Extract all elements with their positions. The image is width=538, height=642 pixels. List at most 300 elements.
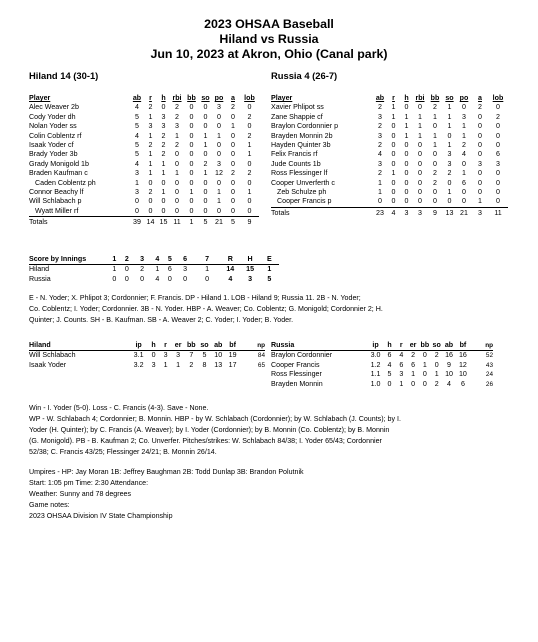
player-name: Colin Coblentz rf xyxy=(29,131,82,140)
pitching-notes-line: WP - W. Schlabach 4; Cordonnier; B. Monnin. HBP - by W. Schlabach (Cordonnier); by W. Schlabach (J. Counts); by I. xyxy=(29,415,401,423)
pitching-team-label: Hiland xyxy=(29,341,130,351)
inning-score: 0 xyxy=(183,274,188,283)
stat-cell: 0 xyxy=(144,207,157,217)
stat-cell: 6 xyxy=(496,150,500,159)
stat-cell: 2 xyxy=(175,112,179,121)
inning-number: 3 xyxy=(133,255,151,265)
inning-score: 1 xyxy=(267,265,272,274)
stat-cell: 0 xyxy=(404,103,409,112)
stat-cell: 2 xyxy=(161,141,166,150)
inning-score: 3 xyxy=(248,274,253,283)
hiland-batter-row xyxy=(29,169,259,178)
stat-cell: 52 xyxy=(485,352,493,360)
stat-cell: 5 xyxy=(135,150,139,159)
stat-cell: 0 xyxy=(161,178,166,187)
stat-cell: 0 xyxy=(418,159,422,168)
stat-cell: 0 xyxy=(175,178,179,187)
russia-batter-row xyxy=(271,169,508,178)
inning-score: 15 xyxy=(246,265,255,274)
stat-cell: 0 xyxy=(189,141,194,150)
hiland-batter-row xyxy=(29,188,259,197)
stat-cell: 1 xyxy=(148,169,153,178)
hiland-batter-row xyxy=(29,197,259,206)
innings-heading: Score by Innings xyxy=(29,255,108,265)
stat-cell: 3 xyxy=(175,122,179,131)
stat-cell: 0 xyxy=(447,178,452,187)
stat-cell: 17 xyxy=(228,360,237,369)
stat-cell: 0 xyxy=(203,197,208,206)
stat-cell: 0 xyxy=(240,207,259,217)
stat-cell: 3 xyxy=(462,112,466,121)
batting-notes-line: Co. Coblentz; I. Yoder; Cordonnier. 3B - N. Yoder. HBP - A. Weaver; Co. Coblentz; G. Monigold; Cordonnier 2; H. xyxy=(29,305,383,313)
column-header: np xyxy=(470,341,493,351)
stat-cell: 0 xyxy=(189,178,194,187)
totals-label: Totals xyxy=(29,218,48,227)
stat-cell: 0 xyxy=(496,169,500,178)
player-name: Nolan Yoder ss xyxy=(29,122,77,131)
inning-score: 4 xyxy=(155,274,160,283)
stat-cell: 0 xyxy=(391,159,396,168)
stat-cell: 1 xyxy=(378,178,382,187)
total-cell: 21 xyxy=(215,218,223,227)
stat-cell: 65 xyxy=(257,361,265,369)
stat-cell: 2 xyxy=(175,141,179,150)
stat-cell: 1 xyxy=(161,169,166,178)
player-name: Alec Weaver 2b xyxy=(29,103,79,112)
stat-cell: 0 xyxy=(418,141,422,150)
batting-header-row xyxy=(29,94,259,103)
stat-cell: 0 xyxy=(411,379,416,388)
stat-cell: 0 xyxy=(175,188,179,197)
stat-cell: 0 xyxy=(157,207,170,217)
stat-cell: 0 xyxy=(247,178,252,187)
stat-cell: 3.0 xyxy=(370,351,381,360)
player-name: Connor Beachy lf xyxy=(29,188,84,197)
stat-cell: 0 xyxy=(161,197,166,206)
stat-cell: 0 xyxy=(433,150,437,159)
inning-number: R xyxy=(220,255,240,265)
stat-cell: 1 xyxy=(447,112,452,121)
stat-cell: 0 xyxy=(231,188,235,197)
stat-cell: 6 xyxy=(399,360,404,369)
total-cell: 9 xyxy=(433,208,437,217)
stat-cell: 1 xyxy=(163,360,168,369)
stat-cell: 0 xyxy=(391,122,396,131)
stat-cell: 1 xyxy=(175,131,179,140)
total-cell: 3 xyxy=(418,208,422,217)
stat-cell: 2 xyxy=(148,141,153,150)
innings-team-name: Hiland xyxy=(29,265,50,274)
stat-cell: 12 xyxy=(215,169,223,178)
total-cell: 15 xyxy=(159,218,168,227)
stat-cell: 0 xyxy=(231,141,235,150)
stat-cell: 0 xyxy=(247,122,252,131)
russia-batter-row xyxy=(271,188,508,197)
column-header: er xyxy=(407,341,419,351)
stat-cell: 0 xyxy=(496,188,500,197)
stat-cell: 0 xyxy=(478,178,482,187)
start-time-line: Start: 1:05 pm Time: 2:30 Attendance: xyxy=(29,479,149,487)
stat-cell: 6 xyxy=(462,178,466,187)
innings-team-row xyxy=(29,275,279,284)
totals-label: Totals xyxy=(271,208,290,217)
stat-cell: 2 xyxy=(496,112,500,121)
player-name: Zane Shappie cf xyxy=(271,112,323,121)
stat-cell: 8 xyxy=(202,360,207,369)
hiland-batter-row xyxy=(29,122,259,131)
inning-score: 0 xyxy=(112,274,117,283)
stat-cell: 1 xyxy=(378,188,382,197)
stat-cell: 4 xyxy=(387,360,392,369)
stat-cell: 0 xyxy=(404,169,409,178)
stat-cell: 0 xyxy=(427,197,443,207)
stat-cell: 9 xyxy=(447,360,451,369)
stat-cell: 13 xyxy=(214,360,223,369)
stat-cell: 2 xyxy=(447,169,452,178)
column-header: bb xyxy=(185,341,198,351)
pitching-notes-line: 52/38; C. Francis 43/25; Flessinger 24/21; B. Monnin 26/14. xyxy=(29,448,217,456)
hiland-pitching-header-row xyxy=(29,341,265,351)
stat-cell: 0 xyxy=(404,188,409,197)
title-line-3: Jun 10, 2023 at Akron, Ohio (Canal park) xyxy=(150,47,388,61)
stat-cell: 3 xyxy=(151,360,156,369)
stat-cell: 0 xyxy=(496,122,500,131)
column-header: so xyxy=(432,341,441,349)
total-cell: 11 xyxy=(494,208,502,217)
stat-cell: 2 xyxy=(433,169,437,178)
hiland-batter-row xyxy=(29,160,259,169)
stat-cell: 1 xyxy=(247,141,252,150)
total-cell: 11 xyxy=(173,218,181,227)
russia-batter-row xyxy=(271,141,508,150)
stat-cell: 0 xyxy=(418,178,422,187)
stat-cell: 0 xyxy=(478,112,482,121)
column-header: so xyxy=(198,341,211,351)
stat-cell: 0 xyxy=(387,197,400,207)
russia-batting-table xyxy=(271,94,508,218)
stat-cell: 0 xyxy=(130,207,144,217)
stat-cell: 0 xyxy=(456,197,472,207)
stat-cell: 1 xyxy=(433,141,437,150)
game-notes-text: 2023 OHSAA Division IV State Championship xyxy=(29,512,173,520)
stat-cell: 0 xyxy=(189,122,194,131)
stat-cell: 1 xyxy=(148,131,153,140)
stat-cell: 1.2 xyxy=(370,360,381,369)
player-name: Wyatt Miller rf xyxy=(29,207,130,217)
batting-notes-line: E - N. Yoder; X. Phlipot 3; Cordonnier; F. Francis. DP - Hiland 1. LOB - Hiland 9; Russia 11. 2B - N. Yoder; xyxy=(29,294,361,302)
stat-cell: 0 xyxy=(462,159,466,168)
inning-score: 1 xyxy=(205,265,210,274)
stat-cell: 1 xyxy=(447,103,452,112)
stat-cell: 0 xyxy=(478,141,482,150)
stat-cell: 2 xyxy=(247,169,252,178)
stat-cell: 2 xyxy=(231,169,235,178)
stat-cell: 3 xyxy=(378,131,382,140)
innings-team-name: Russia xyxy=(29,274,51,283)
player-name: Will Schlabach p xyxy=(29,197,82,206)
score-by-innings-table xyxy=(29,255,279,284)
stat-cell: 0 xyxy=(203,150,208,159)
stat-cell: 10 xyxy=(214,351,223,360)
player-name: Cooper Francis p xyxy=(271,197,373,207)
stat-cell: 3 xyxy=(447,150,452,159)
stat-cell: 0 xyxy=(247,159,252,168)
stat-cell: 1 xyxy=(418,112,422,121)
column-header: np xyxy=(240,341,265,351)
batting-notes xyxy=(29,293,515,326)
inning-number: 1 xyxy=(108,255,120,265)
stat-cell: 1 xyxy=(391,169,396,178)
stat-cell: 0 xyxy=(217,150,221,159)
stat-cell: 2 xyxy=(434,351,439,360)
stat-cell: 0 xyxy=(203,112,208,121)
player-name: Brayden Monnin 2b xyxy=(271,131,333,140)
stat-cell: 1 xyxy=(391,103,396,112)
column-header: ip xyxy=(130,341,148,351)
pitcher-name: Will Schlabach xyxy=(29,351,76,360)
russia-totals-row xyxy=(271,207,508,218)
hiland-pitcher-row xyxy=(29,361,265,370)
stat-cell: 1 xyxy=(189,188,194,197)
total-cell: 13 xyxy=(445,208,454,217)
stat-cell: 10 xyxy=(445,370,453,379)
stat-cell: 3 xyxy=(496,159,500,168)
stat-cell: 0 xyxy=(231,112,235,121)
russia-batter-row xyxy=(271,103,508,112)
player-name: Brady Yoder 3b xyxy=(29,150,78,159)
stat-cell: 26 xyxy=(485,380,493,388)
stat-cell: 1 xyxy=(217,188,221,197)
russia-pitcher-row xyxy=(271,370,493,379)
russia-batter-row xyxy=(271,122,508,131)
inning-score: 0 xyxy=(140,274,145,283)
stat-cell: 1 xyxy=(148,159,153,168)
stat-cell: 1 xyxy=(411,370,416,379)
stat-cell: 1 xyxy=(434,370,439,379)
stat-cell: 1 xyxy=(472,197,488,207)
column-header: h xyxy=(384,341,396,351)
stat-cell: 0 xyxy=(148,178,153,187)
stat-cell: 4 xyxy=(378,150,382,159)
stat-cell: 0 xyxy=(212,207,226,217)
column-header: r xyxy=(392,94,395,102)
stat-cell: 5 xyxy=(135,141,139,150)
stat-cell: 3 xyxy=(135,169,139,178)
weather-line: Weather: Sunny and 78 degrees xyxy=(29,490,132,498)
hiland-batter-row xyxy=(29,207,259,217)
stat-cell: 1.0 xyxy=(370,379,381,388)
stat-cell: 2 xyxy=(378,103,382,112)
total-cell: 3 xyxy=(404,208,409,217)
stat-cell: 3 xyxy=(447,159,452,168)
column-header: Player xyxy=(271,94,293,102)
stat-cell: 0 xyxy=(404,141,409,150)
player-name: Isaak Yoder cf xyxy=(29,141,74,150)
stat-cell: 0 xyxy=(203,188,208,197)
stat-cell: 0 xyxy=(189,159,194,168)
stat-cell: 0 xyxy=(231,150,235,159)
stat-cell: 4 xyxy=(399,351,404,360)
stat-cell: 84 xyxy=(257,352,265,360)
inning-number: E xyxy=(260,255,279,265)
hiland-batter-row xyxy=(29,103,259,112)
inning-number: 2 xyxy=(121,255,133,265)
player-name: Hayden Quinter 3b xyxy=(271,141,331,150)
stat-cell: 4 xyxy=(462,150,466,159)
umpires-line: Umpires - HP: Jay Moran 1B: Jeffrey Baughman 2B: Todd Dunlap 3B: Brandon Polutnik xyxy=(29,468,304,476)
stat-cell: 1 xyxy=(447,122,452,131)
inning-number: 4 xyxy=(151,255,163,265)
stat-cell: 0 xyxy=(404,178,409,187)
stat-cell: 3 xyxy=(378,112,382,121)
russia-pitcher-row xyxy=(271,361,493,370)
column-header: rbi xyxy=(415,94,425,102)
column-header: po xyxy=(459,94,469,102)
total-cell: 3 xyxy=(478,208,482,217)
stat-cell: 1 xyxy=(161,159,166,168)
stat-cell: 0 xyxy=(422,379,427,388)
stat-cell: 0 xyxy=(478,122,482,131)
stat-cell: 19 xyxy=(228,351,237,360)
stat-cell: 0 xyxy=(391,150,396,159)
russia-pitching-header-row xyxy=(271,341,493,351)
inning-score: 1 xyxy=(112,265,117,274)
stat-cell: 0 xyxy=(170,207,184,217)
stat-cell: 1 xyxy=(148,150,153,159)
stat-cell: 2 xyxy=(247,112,252,121)
stat-cell: 0 xyxy=(203,178,208,187)
stat-cell: 0 xyxy=(184,207,199,217)
stat-cell: 1 xyxy=(217,197,221,206)
stat-cell: 10 xyxy=(458,370,467,379)
hiland-batter-row xyxy=(29,179,259,188)
stat-cell: 1 xyxy=(161,188,166,197)
stat-cell: 2 xyxy=(378,141,382,150)
innings-team-row xyxy=(29,265,279,275)
total-cell: 9 xyxy=(247,218,252,227)
stat-cell: 3 xyxy=(399,370,404,379)
hiland-batter-row xyxy=(29,150,259,159)
stat-cell: 3 xyxy=(163,351,168,360)
russia-pitching-table xyxy=(271,341,493,389)
stat-cell: 3 xyxy=(161,122,166,131)
stat-cell: 0 xyxy=(203,122,208,131)
total-cell: 4 xyxy=(391,208,396,217)
stat-cell: 2 xyxy=(433,178,437,187)
stat-cell: 2 xyxy=(411,351,416,360)
inning-score: 4 xyxy=(228,274,233,283)
column-header: lob xyxy=(244,94,255,102)
player-name: Braden Kaufman c xyxy=(29,169,88,178)
stat-cell: 3 xyxy=(176,351,181,360)
pitcher-name: Cooper Francis xyxy=(271,360,320,369)
stat-cell: 16 xyxy=(458,351,467,360)
stat-cell: 0 xyxy=(217,178,221,187)
pitcher-name: Isaak Yoder xyxy=(29,360,67,369)
stat-cell: 5 xyxy=(202,351,207,360)
stat-cell: 0 xyxy=(433,159,437,168)
stat-cell: 0 xyxy=(434,360,439,369)
stat-cell: 0 xyxy=(422,370,427,379)
player-name: Braylon Cordonnier p xyxy=(271,122,339,131)
column-header: r xyxy=(395,341,407,351)
pitching-notes xyxy=(29,403,515,458)
stat-cell: 0 xyxy=(247,197,252,206)
stat-cell: 1 xyxy=(231,122,235,131)
stat-cell: 1 xyxy=(203,141,208,150)
stat-cell: 3.2 xyxy=(133,360,144,369)
player-name: Cooper Unverferth c xyxy=(271,178,335,187)
stat-cell: 0 xyxy=(478,150,482,159)
stat-cell: 0 xyxy=(418,103,422,112)
stat-cell: 0 xyxy=(391,178,396,187)
stat-cell: 1 xyxy=(399,379,404,388)
stat-cell: 3 xyxy=(217,159,221,168)
stat-cell: 1 xyxy=(203,169,208,178)
inning-number: 7 xyxy=(194,255,220,265)
stat-cell: 2 xyxy=(247,131,252,140)
column-header: er xyxy=(172,341,185,351)
stat-cell: 1 xyxy=(217,131,221,140)
russia-batter-row xyxy=(271,160,508,169)
russia-batter-row xyxy=(271,132,508,141)
stat-cell: 0 xyxy=(443,197,456,207)
stat-cell: 0 xyxy=(217,141,221,150)
stat-cell: 0 xyxy=(189,169,194,178)
total-cell: 14 xyxy=(146,218,155,227)
column-header: ip xyxy=(368,341,384,351)
stat-cell: 0 xyxy=(199,207,212,217)
stat-cell: 1 xyxy=(462,131,466,140)
stat-cell: 1 xyxy=(247,188,252,197)
column-header: bf xyxy=(225,341,239,351)
column-header: bb xyxy=(187,94,196,102)
stat-cell: 0 xyxy=(203,103,208,112)
stat-cell: 2 xyxy=(434,379,439,388)
inning-score: 5 xyxy=(267,274,272,283)
stat-cell: 1 xyxy=(418,131,422,140)
total-cell: 1 xyxy=(189,218,194,227)
stat-cell: 4 xyxy=(447,379,451,388)
stat-cell: 0 xyxy=(478,188,482,197)
stat-cell: 3.1 xyxy=(133,351,144,360)
stat-cell: 0 xyxy=(404,159,409,168)
stat-cell: 5 xyxy=(135,122,139,131)
column-header: ab xyxy=(375,94,385,102)
stat-cell: 24 xyxy=(485,371,493,379)
column-header: Player xyxy=(29,94,51,102)
stat-cell: 0 xyxy=(413,197,427,207)
russia-batter-row xyxy=(271,150,508,159)
inning-score: 0 xyxy=(124,265,129,274)
column-header: bb xyxy=(430,94,440,102)
column-header: bf xyxy=(455,341,470,351)
column-header: bb xyxy=(420,341,430,349)
stat-cell: 3 xyxy=(161,112,166,121)
pitching-notes-decisions: Win - I. Yoder (5-0). Loss - C. Francis (4-3). Save - None. xyxy=(29,404,209,412)
stat-cell: 0 xyxy=(478,131,482,140)
hiland-batter-row xyxy=(29,141,259,150)
column-header: ab xyxy=(443,341,456,351)
inning-score: 0 xyxy=(124,274,129,283)
stat-cell: 43 xyxy=(485,361,493,369)
column-header: lob xyxy=(492,94,504,102)
stat-cell: 3 xyxy=(135,188,139,197)
stat-cell: 2 xyxy=(203,159,208,168)
stat-cell: 1 xyxy=(247,150,252,159)
stat-cell: 0 xyxy=(418,150,422,159)
column-header: h xyxy=(404,94,409,102)
